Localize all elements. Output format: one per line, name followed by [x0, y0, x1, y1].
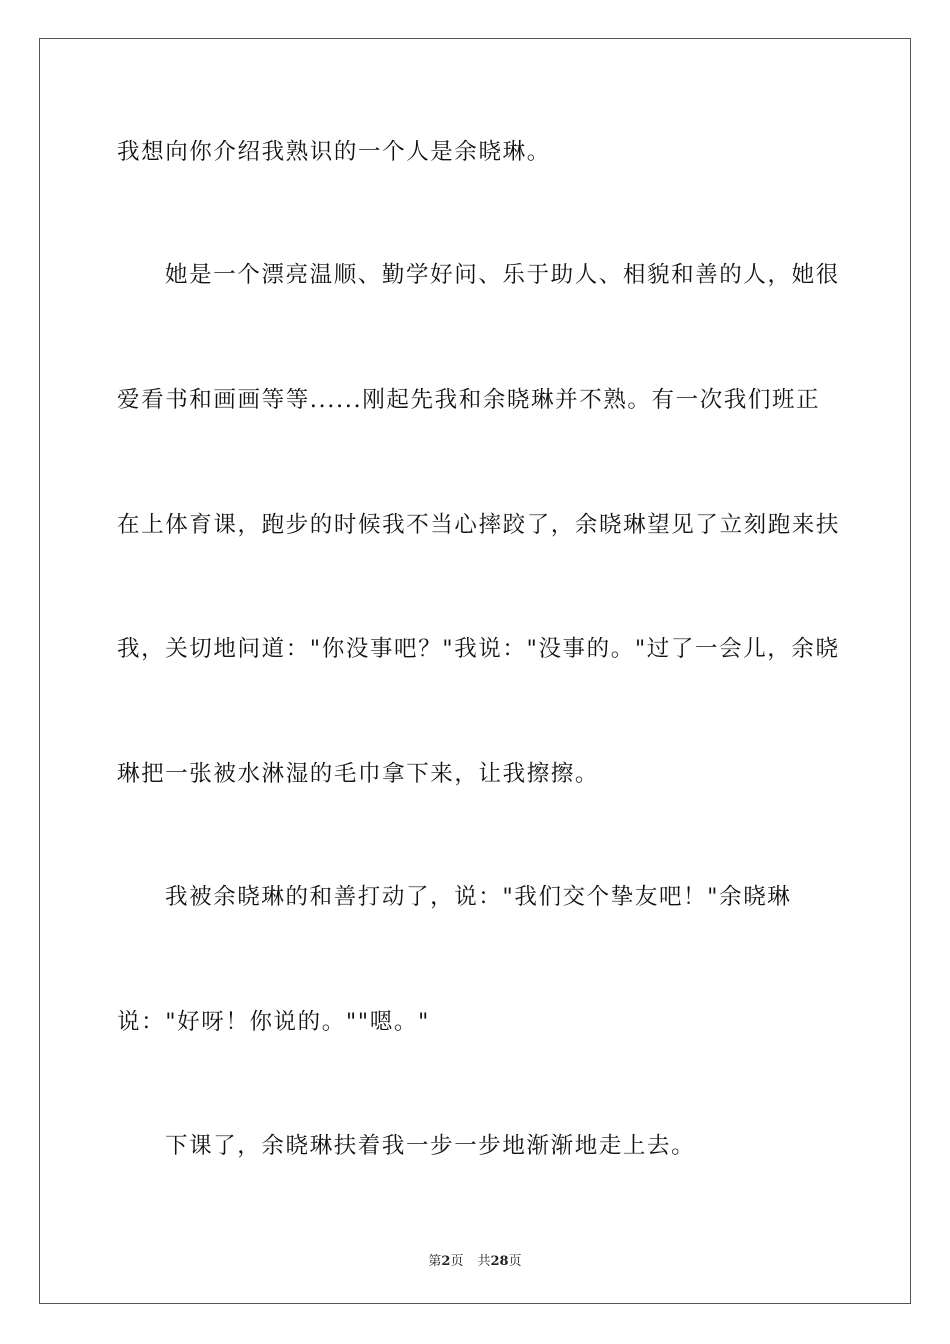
- text-line-1: 我想向你介绍我熟识的一个人是余晓琳。: [117, 139, 551, 165]
- text-line-7: 我被余晓琳的和善打动了，说："我们交个挚友吧！"余晓琳: [165, 884, 792, 910]
- text-line-5: 我，关切地问道："你没事吧？"我说："没事的。"过了一会儿，余晓: [117, 636, 840, 662]
- footer-page-suffix: 页: [450, 1254, 464, 1269]
- footer-total-suffix: 页: [508, 1254, 522, 1269]
- footer-total-pages: 28: [490, 1254, 509, 1269]
- text-line-6: 琳把一张被水淋湿的毛巾拿下来，让我擦擦。: [117, 761, 600, 787]
- footer-page-number: 2: [441, 1254, 451, 1269]
- text-line-4: 在上体育课，跑步的时候我不当心摔跤了，余晓琳望见了立刻跑来扶: [117, 512, 841, 538]
- page-footer: [0, 1250, 950, 1269]
- page-border: [39, 38, 911, 1304]
- footer-total-prefix: 共: [477, 1254, 491, 1269]
- text-line-9: 下课了，余晓琳扶着我一步一步地渐渐地走上去。: [165, 1133, 696, 1159]
- text-line-2: 她是一个漂亮温顺、勤学好问、乐于助人、相貌和善的人，她很: [165, 262, 840, 288]
- text-line-8: 说："好呀！你说的。""嗯。": [117, 1009, 430, 1035]
- text-line-3: 爱看书和画画等等......刚起先我和余晓琳并不熟。有一次我们班正: [117, 387, 821, 413]
- footer-page-prefix: 第: [428, 1254, 442, 1269]
